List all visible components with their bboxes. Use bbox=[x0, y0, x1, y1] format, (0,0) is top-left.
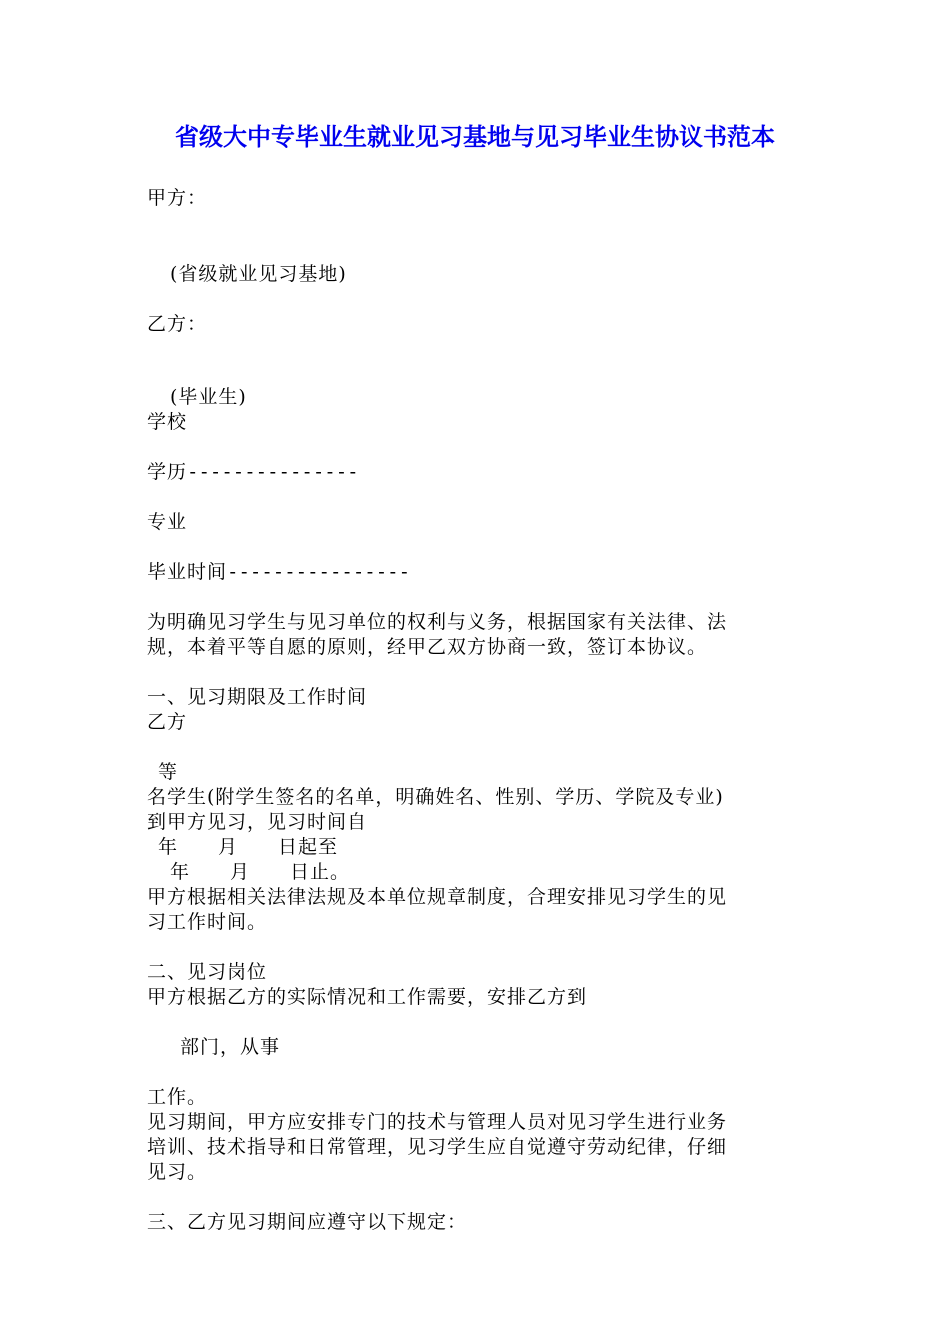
section-1-students: 名学生(附学生签名的名单，明确姓名、性别、学历、学院及专业) bbox=[147, 786, 724, 808]
section-1-heading: 一、见习期限及工作时间 bbox=[147, 686, 368, 708]
graduation-line bbox=[147, 560, 410, 585]
section-2-para-line-3: 见习。 bbox=[147, 1161, 208, 1183]
section-1-party-b: 乙方 bbox=[147, 711, 188, 733]
school-label: 学校 bbox=[147, 411, 188, 433]
section-2-para-line-2: 培训、技术指导和日常管理，见习学生应自觉遵守劳动纪律，仔细 bbox=[147, 1136, 728, 1158]
party-b-note: (毕业生) bbox=[170, 386, 247, 408]
section-2-heading: 二、见习岗位 bbox=[147, 961, 268, 983]
party-a-label: 甲方： bbox=[147, 187, 208, 209]
section-3-heading: 三、乙方见习期间应遵守以下规定： bbox=[147, 1211, 468, 1233]
preamble-line-2: 规，本着平等自愿的原则，经甲乙双方协商一致，签订本协议。 bbox=[147, 636, 708, 658]
major-label: 专业 bbox=[147, 511, 188, 533]
graduation-time-label: 毕业时间 bbox=[147, 561, 228, 583]
section-2-arrange: 甲方根据乙方的实际情况和工作需要，安排乙方到 bbox=[147, 986, 588, 1008]
section-1-para-line-1: 甲方根据相关法律法规及本单位规章制度，合理安排见习学生的见 bbox=[147, 886, 728, 908]
document-title: 省级大中专毕业生就业见习基地与见习毕业生协议书范本 bbox=[175, 123, 775, 151]
degree-blank: --------------- bbox=[187, 461, 359, 483]
section-1-para-line-2: 习工作时间。 bbox=[147, 911, 268, 933]
section-1-period: 到甲方见习，见习时间自 bbox=[147, 811, 368, 833]
degree-label: 学历 bbox=[147, 461, 188, 483]
section-2-work: 工作。 bbox=[147, 1086, 208, 1108]
graduation-time-blank: ---------------- bbox=[227, 561, 411, 583]
party-b-label: 乙方： bbox=[147, 313, 208, 335]
degree-line bbox=[147, 460, 359, 485]
party-a-note: (省级就业见习基地) bbox=[170, 263, 347, 285]
section-1-start-date: 年 月 日起至 bbox=[158, 836, 339, 858]
section-2-department: 部门，从事 bbox=[180, 1036, 281, 1058]
section-1-etc: 等 bbox=[158, 761, 179, 783]
section-1-end-date: 年 月 日止。 bbox=[170, 861, 351, 883]
preamble-line-1: 为明确见习学生与见习单位的权利与义务，根据国家有关法律、法 bbox=[147, 611, 728, 633]
section-2-para-line-1: 见习期间，甲方应安排专门的技术与管理人员对见习学生进行业务 bbox=[147, 1111, 728, 1133]
